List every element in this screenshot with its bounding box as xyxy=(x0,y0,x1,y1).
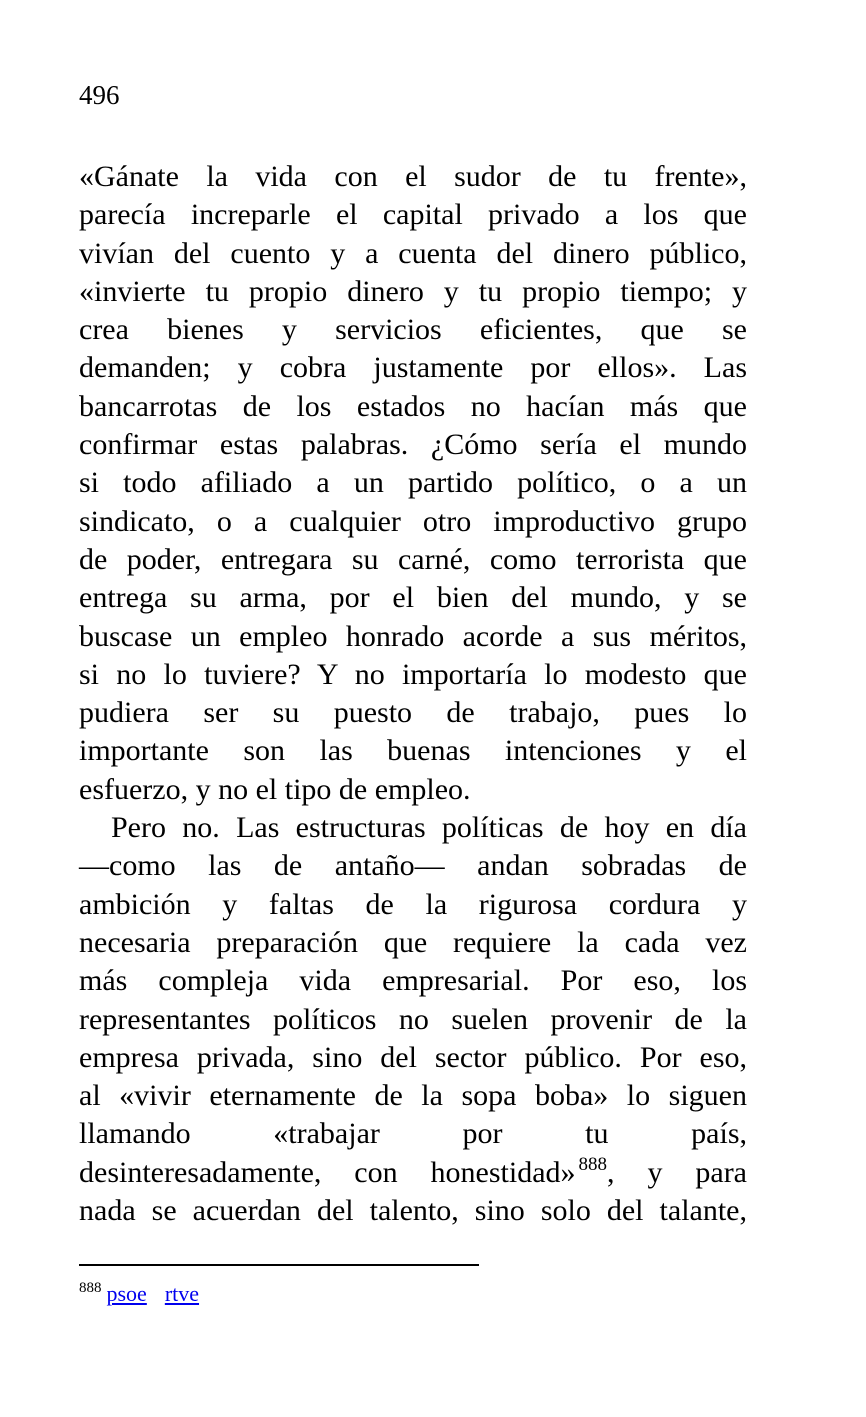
footnote-divider xyxy=(79,1264,479,1266)
text-line: buscase un empleo honrado acorde a sus méritos, xyxy=(79,619,747,653)
footnote-link-rtve[interactable]: rtve xyxy=(164,1281,200,1306)
footnote xyxy=(79,1281,217,1307)
text-line: pudiera ser su puesto de trabajo, pues lo xyxy=(79,696,747,730)
footnote-link-psoe[interactable]: psoe xyxy=(106,1281,147,1306)
text-line: parecía increparle el capital privado a los que xyxy=(79,198,747,232)
text-line: más compleja vida empresarial. Por eso, los xyxy=(79,964,747,998)
body-text xyxy=(79,158,747,1230)
footnote-number: 888 xyxy=(79,1280,102,1296)
text-line: sindicato, o a cualquier otro improductivo grupo xyxy=(79,504,747,538)
text-line: demanden; y cobra justamente por ellos». Las xyxy=(79,351,747,385)
footnote-reference[interactable]: 888 xyxy=(578,1153,608,1175)
text-line: «Gánate la vida con el sudor de tu frente», xyxy=(79,160,747,193)
text-line: necesaria preparación que requiere la cada vez xyxy=(79,925,747,959)
text-line: esfuerzo, y no el tipo de empleo. xyxy=(79,772,471,806)
text-segment: , y para xyxy=(607,1155,747,1189)
text-line: entrega su arma, por el bien del mundo, y se xyxy=(79,581,747,615)
text-line: crea bienes y servicios eficientes, que se xyxy=(79,313,747,347)
text-line: vivían del cuento y a cuenta del dinero público, xyxy=(79,236,747,270)
text-line: nada se acuerdan del talento, sino solo del talante, xyxy=(79,1194,747,1228)
text-line: si no lo tuviere? Y no importaría lo modesto que xyxy=(79,657,747,691)
page-number: 496 xyxy=(79,80,120,110)
text-line: bancarrotas de los estados no hacían más que xyxy=(79,389,747,423)
text-segment: desinteresadamente, con honestidad» xyxy=(79,1155,576,1189)
text-line: representantes políticos no suelen provenir de la xyxy=(79,1002,747,1036)
text-line: —como las de antaño— andan sobradas de xyxy=(79,849,747,883)
text-line: al «vivir eternamente de la sopa boba» lo siguen xyxy=(79,1079,747,1113)
text-line: «invierte tu propio dinero y tu propio tiempo; y xyxy=(79,274,747,308)
text-line: si todo afiliado a un partido político, o a un xyxy=(79,466,747,500)
text-line: llamando «trabajar por tu país, xyxy=(79,1117,747,1151)
text-line: empresa privada, sino del sector público. Por eso, xyxy=(79,1040,747,1074)
text-line: confirmar estas palabras. ¿Cómo sería el mundo xyxy=(79,428,747,462)
text-line: Pero no. Las estructuras políticas de hoy en día xyxy=(111,811,747,845)
text-line: de poder, entregara su carné, como terrorista que xyxy=(79,542,747,576)
text-line: importante son las buenas intenciones y el xyxy=(79,734,747,768)
text-line-with-footnote xyxy=(79,1154,747,1192)
text-line: ambición y faltas de la rigurosa cordura y xyxy=(79,887,747,921)
